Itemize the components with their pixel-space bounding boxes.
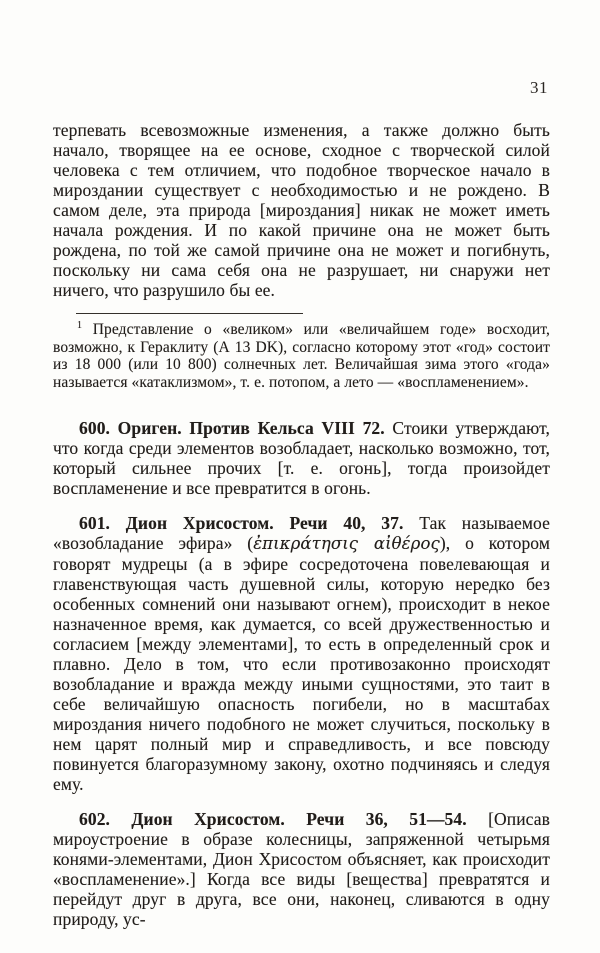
section-601-text-before-greek: Так называемое «возобладание эфира» ( <box>53 513 550 554</box>
footnote-marker: 1 <box>77 319 83 331</box>
section-600-heading: 600. Ориген. Против Кельса VIII 72. <box>79 418 385 439</box>
section-602-editor-note: [Описав мироустроение в образе колесницы, запряженной четырьмя конями-элементами, Дион Хрисостом объясняет, как происходит «воспламенение».] <box>53 809 550 890</box>
section-602-text: Когда все виды [вещества] превратятся и перейдут друг в друга, все они, наконец, сливаются в одну природу, ус- <box>53 869 550 930</box>
section-600 <box>53 418 550 498</box>
section-602 <box>53 809 550 929</box>
section-600-text: Стоики утверждают, что когда среди элементов возобладает, насколько возможно, тот, который сильнее прочих [т. е. огонь], тогда произойдет воспламенение и все превратится в огонь. <box>53 418 550 499</box>
page-number: 31 <box>530 78 548 97</box>
footnote <box>53 321 550 391</box>
section-601-text-after-greek: ), о котором говорят мудрецы (а в эфире сосредоточена повелевающая и главенствующая часть душевной силы, которую нередко без особенных сомнений они называют огнем), происходит в некое назначенное время, как думается, со всей дружественностью и согласием [между элементами], то есть в определенный срок и плавно. Дело в том, что если противозаконно происходят возобладание и вражда между иными сущностями, это таит в себе величайшую опасность погибели, но в масштабах мироздания ничего подобного не может случиться, поскольку в нем царят полный мир и справедливость, и все повсюду повинуется благоразумному закону, охотно подчиняясь и следуя ему. <box>53 533 550 795</box>
section-601 <box>53 513 550 794</box>
section-601-heading: 601. Дион Хрисостом. Речи 40, 37. <box>79 513 404 534</box>
body-paragraph-continuation: терпевать всевозможные изменения, а также должно быть начало, творящее на ее основе, сходное с творческой силой человека с тем отличием, что подобное творческое начало в мироздании существует с необходимостью и не рождено. В самом деле, эта природа [мироздания] никак не может иметь начала рождения. И по какой причине она не может быть рождена, по той же самой причине она не может и погибнуть, поскольку ни сама себя она не разрушает, ни снаружи нет ничего, что разрушило бы ее. <box>53 120 550 300</box>
section-601-greek-phrase: ἐπικράτησις αἰθέρος <box>253 534 440 554</box>
footnote-separator-rule <box>76 313 303 314</box>
footnote-text: Представление о «великом» или «величайшем годе» восходит, возможно, к Гераклиту (А 13 DK), согласно которому этот «год» состоит из 18 000 (или 10 800) солнечных лет. Величайшая зима этого «года» называется «катаклизмом», т. е. потопом, а лето — «воспламенением». <box>53 321 550 391</box>
section-602-heading: 602. Дион Хрисостом. Речи 36, 51—54. <box>79 809 467 830</box>
